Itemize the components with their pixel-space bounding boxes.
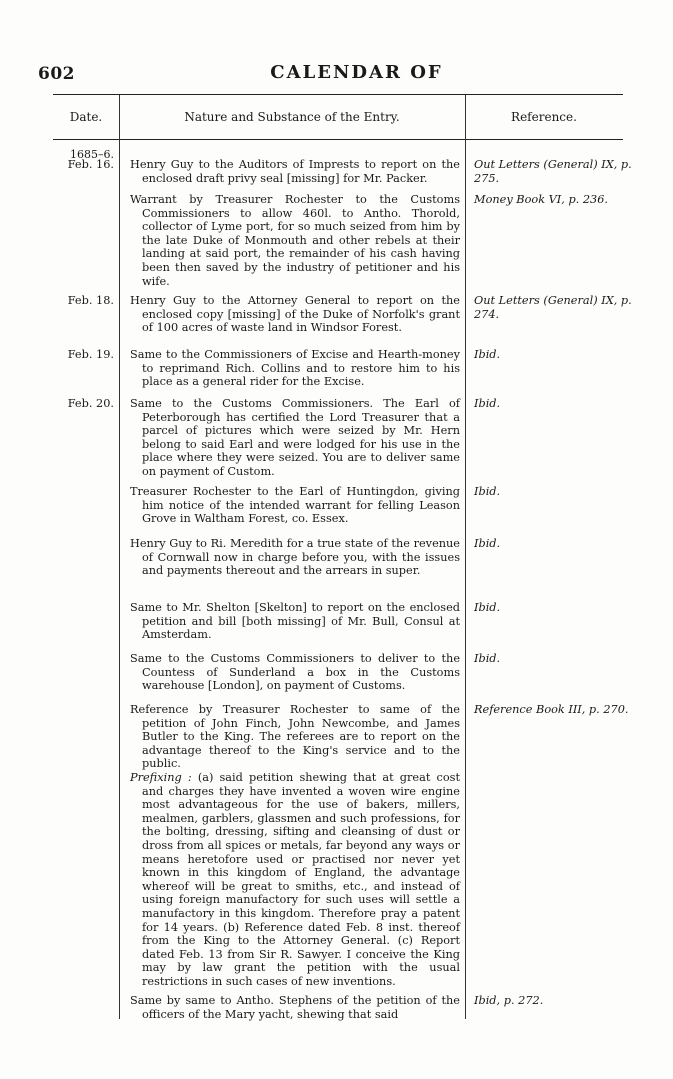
column-header-date: Date. [69, 110, 103, 124]
entry-reference: Reference Book III, p. 270. [474, 703, 629, 716]
entry-text: Treasurer Rochester to the Earl of Huntingdon, giving him notice of the intended warrant for felling Leason Grove in Waltham Forest, co. Essex. [130, 485, 460, 526]
prefix-label: Prefixing : [130, 770, 192, 784]
entry-text: Same to the Customs Commissioners. The Earl of Peterborough has certified the Lord Treasurer that a parcel of pictures which were seized by Mr. Hern belong to said Earl and were lodged for his use in the place where they were seized. You are to deliver same on payment of Custom. [130, 397, 460, 478]
entry-reference: Out Letters (General) IX, p. 274. [474, 294, 632, 321]
prefix-text: (a) said petition shewing that at great cost and charges they have invented a woven wire engine most advantageous for the use of bakers, millers, mealmen, garblers, glassmen and such professions, for the bolting, dressing, sifting and cleansing of dust or dross from all spices or metals, far beyond any ways or means heretofore used or practised nor never yet known in this kingdom of England, the advantage whereof will be great to smiths, etc., and instead of using foreign manufactory for such uses will settle a manufactory in this kingdom. Therefore pray a patent for 14 years. (b) Reference dated Feb. 8 inst. thereof from the King to the Attorney General. (c) Report dated Feb. 13 from Sir R. Sawyer. I conceive the King may by law grant the petition with the usual restrictions in such cases of new inventions. [142, 770, 460, 988]
entry-reference: Ibid, p. 272. [474, 994, 544, 1007]
column-header-reference: Reference. [511, 110, 577, 124]
prefix-paragraph [130, 771, 460, 989]
entry-reference: Out Letters (General) IX, p. 275. [474, 158, 632, 185]
table-top-rule [53, 94, 623, 95]
entry-text: Same to Mr. Shelton [Skelton] to report on the enclosed petition and bill [both missing] of Mr. Bull, Consul at Amsterdam. [130, 601, 460, 642]
page-number: 602 [38, 64, 75, 84]
entry-text: Henry Guy to the Auditors of Imprests to report on the enclosed draft privy seal [missing] for Mr. Packer. [130, 158, 460, 185]
entry-text: Reference by Treasurer Rochester to same of the petition of John Finch, John Newcombe, and James Butler to the King. The referees are to report on the advantage thereof to the King's service and to the public. Prefixing : (a) said petition shewing that at great cost and charges they have invented a woven wire engine most advantageous for the use of bakers, millers, mealmen, garblers, glassmen and such professions, for the bolting, dressing, sifting and cleansing of dust or dross from all spices or metals, far beyond any ways or means heretofore used or practised nor never yet known in this kingdom of England, the advantage whereof will be great to smiths, etc., and instead of using foreign manufactory for such uses will settle a manufactory in this kingdom. Therefore pray a patent for 14 years. (b) Reference dated Feb. 8 inst. thereof from the King to the Attorney General. (c) Report dated Feb. 13 from Sir R. Sawyer. I conceive the King may by law grant the petition with the usual restrictions in such cases of new inventions. [130, 703, 460, 988]
entry-reference: Ibid. [474, 537, 501, 550]
entry-text: Same to the Customs Commissioners to deliver to the Countess of Sunderland a box in the Customs warehouse [London], on payment of Customs. [130, 652, 460, 693]
entry-text: Same to the Commissioners of Excise and Hearth-money to reprimand Rich. Collins and to restore him to his place as a general rider for the Excise. [130, 348, 460, 389]
entry-text: Henry Guy to Ri. Meredith for a true state of the revenue of Cornwall now in charge before you, with the issues and payments thereout and the arrears in super. [130, 537, 460, 578]
entry-text: Henry Guy to the Attorney General to report on the enclosed copy [missing] of the Duke of Norfolk's grant of 100 acres of waste land in Windsor Forest. [130, 294, 460, 335]
column-header-nature: Nature and Substance of the Entry. [184, 110, 400, 124]
entry-reference: Ibid. [474, 652, 501, 665]
running-title: CALENDAR OF [270, 62, 443, 83]
entry-text: Warrant by Treasurer Rochester to the Customs Commissioners to allow 460l. to Antho. Thorold, collector of Lyme port, for so much seized from him by the late Duke of Monmouth and other rebels at their landing at said port, the remainder of his cash having been then saved by the industry of petitioner and his wife. [130, 193, 460, 288]
entry-date: Feb. 16. [67, 158, 114, 171]
entry-date: Feb. 20. [67, 397, 114, 410]
entry-date: Feb. 18. [67, 294, 114, 307]
entry-date: Feb. 19. [67, 348, 114, 361]
entry-reference: Ibid. [474, 397, 501, 410]
entry-reference: Ibid. [474, 348, 501, 361]
column-divider-date [119, 95, 120, 1019]
column-divider-reference [465, 95, 466, 1019]
entry-reference: Ibid. [474, 485, 501, 498]
entry-text: Same by same to Antho. Stephens of the petition of the officers of the Mary yacht, shewing that said [130, 994, 460, 1021]
year-label: 1685–6. [70, 148, 114, 161]
entry-reference: Ibid. [474, 601, 501, 614]
entry-reference: Money Book VI, p. 236. [474, 193, 609, 206]
table-header-rule [53, 139, 623, 140]
